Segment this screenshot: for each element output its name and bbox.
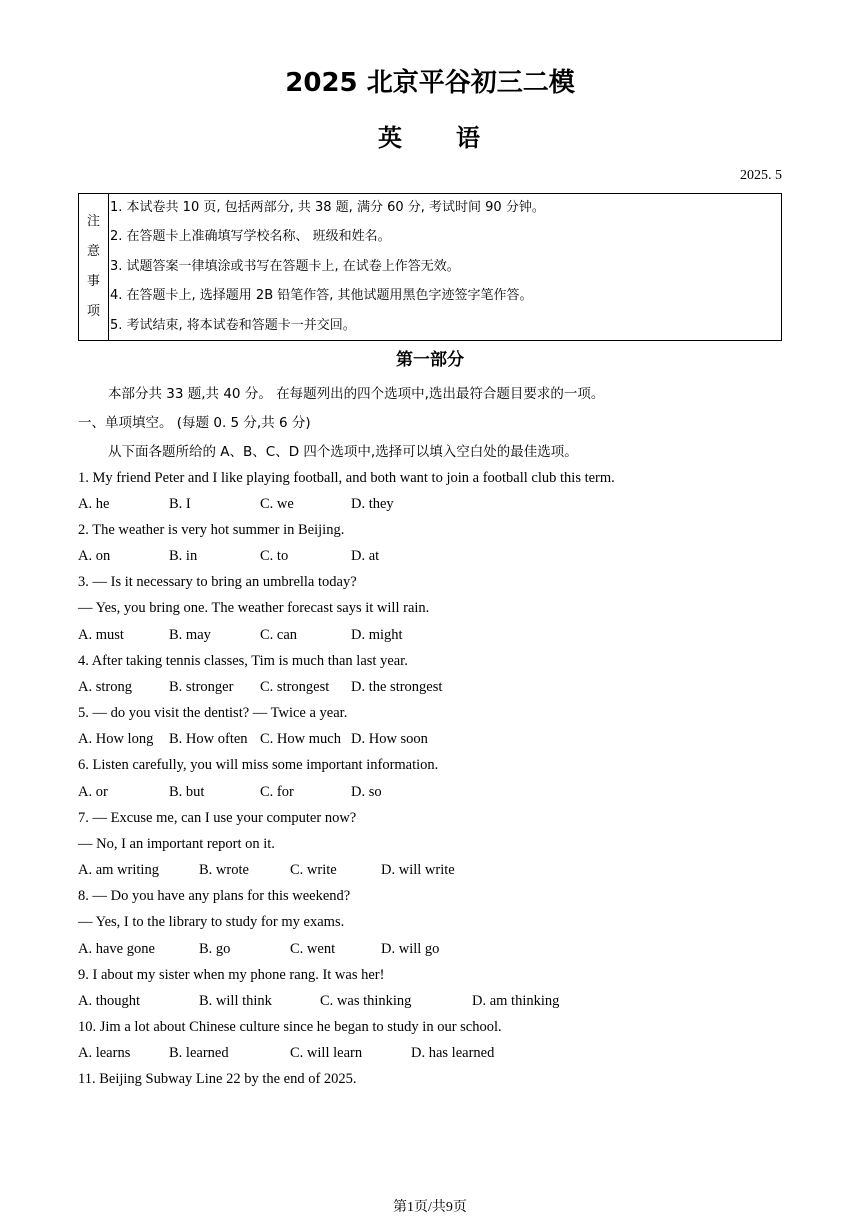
q2-option-b: B. in bbox=[169, 548, 198, 564]
part-intro: 本部分共 33 题,共 40 分。 在每题列出的四个选项中,选出最符合题目要求的一项。 bbox=[108, 386, 605, 402]
question-3-reply: — Yes, you bring one. The weather forecast says it will rain. bbox=[78, 600, 430, 616]
question-8-reply: — Yes, I to the library to study for my exams. bbox=[78, 914, 345, 930]
q8-option-b: B. go bbox=[199, 941, 231, 957]
q9-option-a: A. thought bbox=[78, 993, 141, 1009]
q9-option-c: C. was thinking bbox=[320, 993, 412, 1009]
q3-option-a: A. must bbox=[78, 627, 124, 643]
question-9-stem: 9. I about my sister when my phone rang. It was her! bbox=[78, 967, 385, 983]
q1-option-b: B. I bbox=[169, 496, 191, 512]
question-7-reply: — No, I an important report on it. bbox=[78, 836, 275, 852]
q4-option-b: B. stronger bbox=[169, 679, 234, 695]
notice-item-1: 1. 本试卷共 10 页, 包括两部分, 共 38 题, 满分 60 分, 考试时间 90 分钟。 bbox=[110, 200, 545, 215]
notice-label-char: 注 bbox=[86, 214, 100, 229]
q3-option-b: B. may bbox=[169, 627, 211, 643]
notice-label-char: 意 bbox=[86, 244, 100, 259]
notice-item-4: 4. 在答题卡上, 选择题用 2B 铅笔作答, 其他试题用黑色字迹签字笔作答。 bbox=[110, 288, 533, 303]
notice-box bbox=[78, 193, 782, 341]
question-3-stem: 3. — Is it necessary to bring an umbrella today? bbox=[78, 574, 357, 590]
q7-option-b: B. wrote bbox=[199, 862, 249, 878]
q8-option-d: D. will go bbox=[381, 941, 440, 957]
q10-option-b: B. learned bbox=[169, 1045, 229, 1061]
q9-option-d: D. am thinking bbox=[472, 993, 560, 1009]
question-10-stem: 10. Jim a lot about Chinese culture since he began to study in our school. bbox=[78, 1019, 502, 1035]
q3-option-d: D. might bbox=[351, 627, 403, 643]
q4-option-a: A. strong bbox=[78, 679, 132, 695]
question-11-stem: 11. Beijing Subway Line 22 by the end of 2025. bbox=[78, 1071, 357, 1087]
q5-option-c: C. How much bbox=[260, 731, 341, 747]
question-6-stem: 6. Listen carefully, you will miss some important information. bbox=[78, 757, 439, 773]
notice-label-char: 事 bbox=[86, 274, 100, 289]
notice-label-char: 项 bbox=[86, 304, 100, 319]
q8-option-c: C. went bbox=[290, 941, 336, 957]
question-1-stem: 1. My friend Peter and I like playing football, and both want to join a football club this term. bbox=[78, 470, 615, 486]
notice-label bbox=[79, 194, 109, 340]
q9-option-b: B. will think bbox=[199, 993, 272, 1009]
q6-option-c: C. for bbox=[260, 784, 294, 800]
q4-option-d: D. the strongest bbox=[351, 679, 443, 695]
subject-char-1: 英 bbox=[378, 124, 404, 152]
q6-option-a: A. or bbox=[78, 784, 108, 800]
q1-option-a: A. he bbox=[78, 496, 110, 512]
q4-option-c: C. strongest bbox=[260, 679, 330, 695]
q10-option-c: C. will learn bbox=[290, 1045, 363, 1061]
question-4-stem: 4. After taking tennis classes, Tim is much than last year. bbox=[78, 653, 408, 669]
section-title: 一、单项填空。 (每题 0. 5 分,共 6 分) bbox=[78, 415, 311, 431]
q6-option-b: B. but bbox=[169, 784, 205, 800]
q2-option-d: D. at bbox=[351, 548, 380, 564]
exam-title: 2025 北京平谷初三二模 bbox=[285, 68, 575, 98]
q2-option-a: A. on bbox=[78, 548, 111, 564]
q3-option-c: C. can bbox=[260, 627, 298, 643]
section-intro: 从下面各题所给的 A、B、C、D 四个选项中,选择可以填入空白处的最佳选项。 bbox=[108, 444, 578, 460]
question-7-stem: 7. — Excuse me, can I use your computer now? bbox=[78, 810, 357, 826]
page-number: 第1页/共9页 bbox=[393, 1200, 467, 1215]
question-2-stem: 2. The weather is very hot summer in Beijing. bbox=[78, 522, 345, 538]
q10-option-a: A. learns bbox=[78, 1045, 131, 1061]
subject-char-2: 语 bbox=[456, 124, 482, 152]
q1-option-c: C. we bbox=[260, 496, 294, 512]
question-5-stem: 5. — do you visit the dentist? — Twice a year. bbox=[78, 705, 348, 721]
q7-option-c: C. write bbox=[290, 862, 337, 878]
q8-option-a: A. have gone bbox=[78, 941, 155, 957]
q6-option-d: D. so bbox=[351, 784, 382, 800]
q10-option-d: D. has learned bbox=[411, 1045, 495, 1061]
q2-option-c: C. to bbox=[260, 548, 289, 564]
subject-title bbox=[0, 118, 860, 153]
exam-date: 2025. 5 bbox=[740, 168, 782, 183]
q7-option-d: D. will write bbox=[381, 862, 455, 878]
notice-item-5: 5. 考试结束, 将本试卷和答题卡一并交回。 bbox=[110, 318, 356, 333]
q5-option-a: A. How long bbox=[78, 731, 154, 747]
q1-option-d: D. they bbox=[351, 496, 394, 512]
q5-option-b: B. How often bbox=[169, 731, 248, 747]
q5-option-d: D. How soon bbox=[351, 731, 428, 747]
question-8-stem: 8. — Do you have any plans for this weekend? bbox=[78, 888, 351, 904]
part-title: 第一部分 bbox=[396, 350, 464, 370]
q7-option-a: A. am writing bbox=[78, 862, 159, 878]
notice-item-2: 2. 在答题卡上准确填写学校名称、 班级和姓名。 bbox=[110, 229, 391, 244]
notice-item-3: 3. 试题答案一律填涂或书写在答题卡上, 在试卷上作答无效。 bbox=[110, 259, 460, 274]
